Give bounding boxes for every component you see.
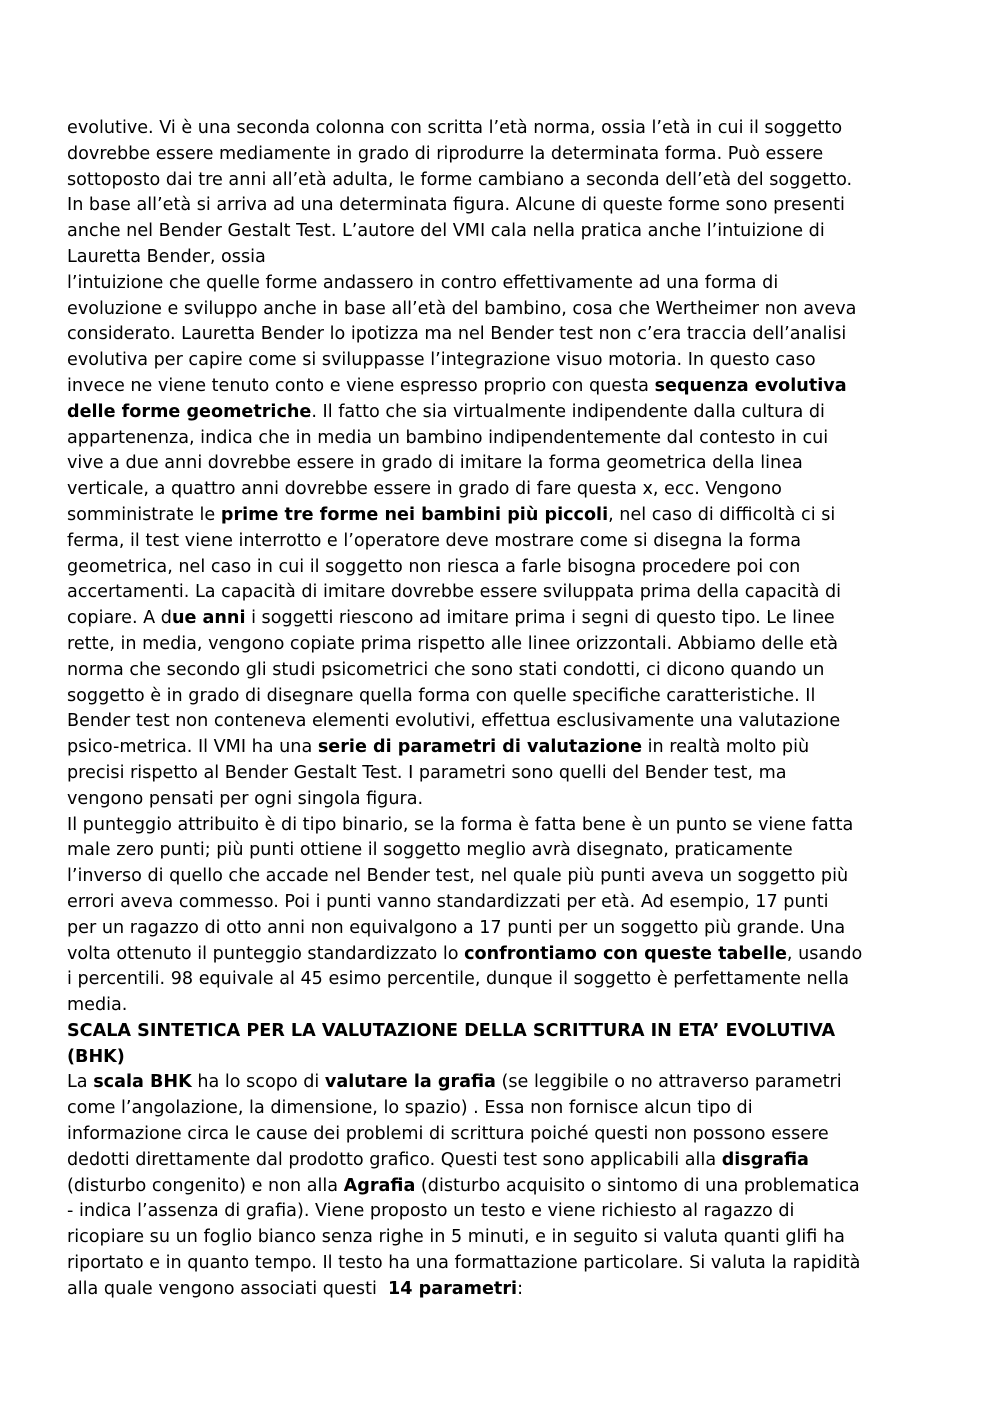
bold-text-run: 14 parametri	[388, 1278, 518, 1299]
text-line	[67, 890, 917, 916]
text-run: vive a due anni dovrebbe essere in grado di imitare la forma geometrica della linea	[67, 453, 803, 474]
text-line	[67, 374, 917, 400]
text-run: In base all’età si arriva ad una determinata figura. Alcune di queste forme sono presenti	[67, 195, 845, 216]
text-run: . Il fatto che sia virtualmente indipendente dalla cultura di	[311, 401, 825, 422]
text-line	[67, 477, 917, 503]
text-line	[67, 1148, 917, 1174]
text-line	[67, 555, 917, 581]
bold-text-run: SCALA SINTETICA PER LA VALUTAZIONE DELLA SCRITTURA IN ETA’ EVOLUTIVA	[67, 1020, 836, 1041]
text-run: dedotti direttamente dal prodotto grafico. Questi test sono applicabili alla	[67, 1149, 722, 1170]
text-run: evolutive. Vi è una seconda colonna con scritta l’età norma, ossia l’età in cui il soggetto	[67, 118, 843, 138]
text-run: accertamenti. La capacità di imitare dovrebbe essere sviluppata prima della capacità di	[67, 582, 842, 603]
text-run: riportato e in quanto tempo. Il testo ha una formattazione particolare. Si valuta la rapidità	[67, 1253, 861, 1274]
text-line	[67, 735, 917, 761]
text-line	[67, 864, 917, 890]
text-line	[67, 1277, 917, 1303]
text-run: in realtà molto più	[642, 737, 810, 758]
text-run: La	[67, 1072, 94, 1093]
text-line	[67, 632, 917, 658]
text-run: male zero punti; più punti ottiene il soggetto meglio avrà disegnato, praticamente	[67, 840, 793, 861]
text-run: invece ne viene tenuto conto e viene espresso proprio con questa	[67, 375, 655, 396]
text-line	[67, 838, 917, 864]
text-run: come l’angolazione, la dimensione, lo spazio) . Essa non fornisce alcun tipo di	[67, 1098, 753, 1119]
text-line	[67, 245, 917, 271]
text-run: precisi rispetto al Bender Gestalt Test. I parametri sono quelli del Bender test, ma	[67, 762, 787, 783]
text-line	[67, 1096, 917, 1122]
text-run: , nel caso di difficoltà ci si	[608, 504, 836, 525]
text-run: Lauretta Bender, ossia	[67, 246, 266, 267]
text-line	[67, 967, 917, 993]
text-run: , usando	[786, 943, 863, 964]
text-run: dovrebbe essere mediamente in grado di riprodurre la determinata forma. Può essere	[67, 143, 824, 164]
text-line	[67, 606, 917, 632]
bold-text-run: sequenza evolutiva	[654, 375, 847, 396]
text-run: geometrica, nel caso in cui il soggetto non riesca a farle bisogna procedere poi con	[67, 556, 801, 577]
text-line	[67, 942, 917, 968]
text-run: :	[517, 1278, 523, 1299]
text-run: (disturbo congenito) e non alla	[67, 1175, 344, 1196]
text-line	[67, 1225, 917, 1251]
text-line	[67, 1070, 917, 1096]
text-run: rette, in media, vengono copiate prima rispetto alle linee orizzontali. Abbiamo delle età	[67, 633, 839, 654]
text-line	[67, 1045, 917, 1071]
text-line	[67, 219, 917, 245]
text-line	[67, 916, 917, 942]
bold-text-run: delle forme geometriche	[67, 401, 312, 422]
text-line	[67, 348, 917, 374]
text-line	[67, 709, 917, 735]
text-line	[67, 451, 917, 477]
bold-text-run: (BHK)	[67, 1046, 125, 1067]
text-run: appartenenza, indica che in media un bambino indipendentemente dal contesto in cui	[67, 427, 829, 448]
text-line	[67, 993, 917, 1019]
text-line	[67, 426, 917, 452]
text-line	[67, 116, 917, 142]
text-line	[67, 761, 917, 787]
document-body	[67, 116, 917, 1303]
bold-text-run: disgrafia	[721, 1149, 809, 1170]
text-run: - indica l’assenza di grafia). Viene proposto un testo e viene richiesto al ragazzo di	[67, 1201, 795, 1222]
text-line	[67, 297, 917, 323]
bold-text-run: serie di parametri di valutazione	[317, 737, 643, 758]
text-line	[67, 503, 917, 529]
text-run: ferma, il test viene interrotto e l’operatore deve mostrare come si disegna la forma	[67, 530, 802, 551]
text-run: copiare. A d	[67, 608, 172, 629]
text-line	[67, 1251, 917, 1277]
text-line	[67, 1019, 917, 1045]
text-run: sottoposto dai tre anni all’età adulta, le forme cambiano a seconda dell’età del soggetto.	[67, 169, 853, 190]
text-run: somministrate le	[67, 504, 221, 525]
text-run: vengono pensati per ogni singola figura.	[67, 788, 424, 809]
bold-text-run: valutare la grafia	[324, 1072, 496, 1093]
text-run: anche nel Bender Gestalt Test. L’autore del VMI cala nella pratica anche l’intuizione di	[67, 221, 825, 242]
text-run: verticale, a quattro anni dovrebbe essere in grado di fare questa x, ecc. Vengono	[67, 479, 782, 500]
text-line	[67, 1199, 917, 1225]
text-line	[67, 1122, 917, 1148]
text-run: evolutiva per capire come si sviluppasse l’integrazione visuo motoria. In questo caso	[67, 350, 816, 371]
text-run: i percentili. 98 equivale al 45 esimo percentile, dunque il soggetto è perfettamente nella	[67, 969, 850, 990]
text-line	[67, 580, 917, 606]
bold-text-run: Agrafia	[343, 1175, 416, 1196]
bold-text-run: confrontiamo con queste tabelle	[464, 943, 787, 964]
text-run: norma che secondo gli studi psicometrici che sono stati condotti, ci dicono quando un	[67, 659, 825, 680]
text-line	[67, 193, 917, 219]
text-run: l’inverso di quello che accade nel Bender test, nel quale più punti aveva un soggetto più	[67, 866, 849, 887]
bold-text-run: scala BHK	[93, 1072, 192, 1093]
text-run: (se leggibile o no attraverso parametri	[495, 1072, 842, 1093]
text-run: media.	[67, 995, 128, 1016]
text-run: alla quale vengono associati questi	[67, 1278, 389, 1299]
text-line	[67, 1174, 917, 1200]
text-run: informazione circa le cause dei problemi di scrittura poiché questi non possono essere	[67, 1124, 829, 1145]
text-line	[67, 400, 917, 426]
bold-text-run: prime tre forme nei bambini più piccoli	[220, 504, 609, 525]
text-line	[67, 787, 917, 813]
text-line	[67, 168, 917, 194]
text-run: considerato. Lauretta Bender lo ipotizza ma nel Bender test non c’era traccia dell’analisi	[67, 324, 847, 345]
text-line	[67, 322, 917, 348]
text-run: l’intuizione che quelle forme andassero in contro effettivamente ad una forma di	[67, 272, 779, 293]
text-run: soggetto è in grado di disegnare quella forma con quelle specifiche caratteristiche. Il	[67, 685, 816, 706]
text-line	[67, 271, 917, 297]
text-line	[67, 813, 917, 839]
text-run: errori aveva commesso. Poi i punti vanno standardizzati per età. Ad esempio, 17 punti	[67, 891, 829, 912]
text-run: i soggetti riescono ad imitare prima i segni di questo tipo. Le linee	[245, 608, 835, 629]
text-run: volta ottenuto il punteggio standardizzato lo	[67, 943, 465, 964]
text-run: ricopiare su un foglio bianco senza righe in 5 minuti, e in seguito si valuta quanti glifi ha	[67, 1227, 845, 1248]
text-line	[67, 658, 917, 684]
bold-text-run: ue anni	[171, 608, 246, 629]
text-line	[67, 684, 917, 710]
text-run: per un ragazzo di otto anni non equivalgono a 17 punti per un soggetto più grande. Una	[67, 917, 846, 938]
text-run: (disturbo acquisito o sintomo di una problematica	[415, 1175, 860, 1196]
text-run: ha lo scopo di	[191, 1072, 325, 1093]
text-run: Bender test non conteneva elementi evolutivi, effettua esclusivamente una valutazione	[67, 711, 841, 732]
text-run: Il punteggio attribuito è di tipo binario, se la forma è fatta bene è un punto se viene fatta	[67, 814, 854, 835]
text-run: evoluzione e sviluppo anche in base all’età del bambino, cosa che Wertheimer non aveva	[67, 298, 857, 319]
text-run: psico-metrica. Il VMI ha una	[67, 737, 318, 758]
text-line	[67, 142, 917, 168]
text-line	[67, 529, 917, 555]
